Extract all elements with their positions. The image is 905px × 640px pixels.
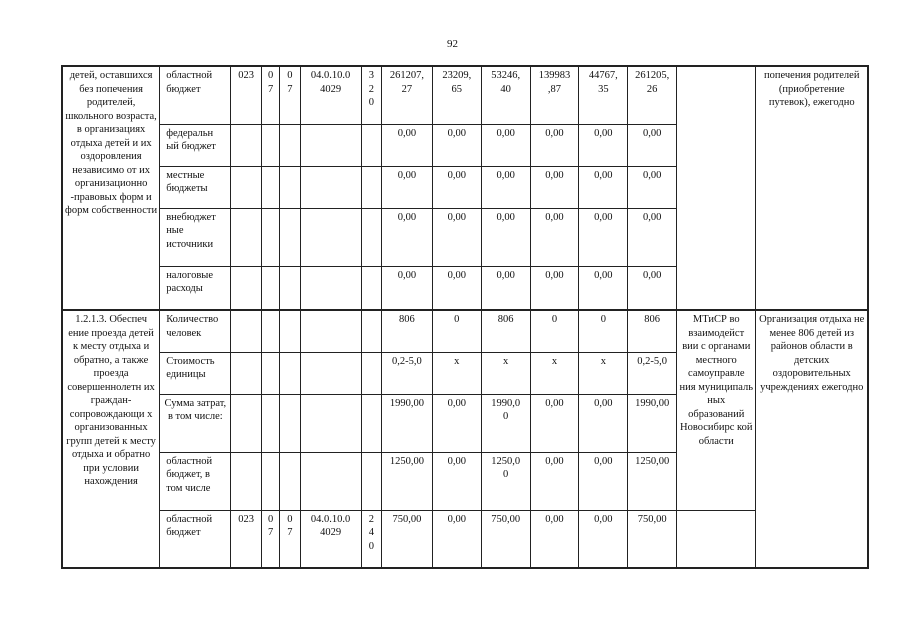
year2-cell: 0,00 [481, 166, 530, 208]
rz-cell [261, 208, 279, 266]
year5-cell: 261205, 26 [628, 66, 677, 124]
pr-cell [280, 394, 300, 452]
total-cell: 0,00 [381, 208, 432, 266]
total-cell: 1250,00 [381, 452, 432, 510]
year4-cell: 0,00 [579, 166, 628, 208]
year4-cell: 0,00 [579, 124, 628, 166]
note-cell: попечения родителей (приобретение путевок), ежегодно [756, 66, 868, 310]
funding-source: Количество человек [160, 310, 231, 352]
rz-cell [261, 266, 279, 310]
vr-cell: 2 4 0 [361, 510, 381, 568]
pr-cell: 0 7 [280, 66, 300, 124]
pr-cell [280, 310, 300, 352]
vr-cell [361, 310, 381, 352]
year4-cell: 0,00 [579, 208, 628, 266]
vr-cell [361, 452, 381, 510]
rz-cell: 0 7 [261, 510, 279, 568]
year2-cell: 0,00 [481, 124, 530, 166]
rz-cell [261, 352, 279, 394]
grbs-cell: 023 [231, 66, 262, 124]
pr-cell [280, 266, 300, 310]
year5-cell: 750,00 [628, 510, 677, 568]
rz-cell: 0 7 [261, 66, 279, 124]
year1-cell: 23209, 65 [432, 66, 481, 124]
year5-cell: 0,00 [628, 166, 677, 208]
year2-cell: 806 [481, 310, 530, 352]
page-number: 92 [447, 38, 458, 50]
executor-cell: МТиСР во взаимодейст вии с органами местного самоуправле ния муниципаль ных образований Новосибирс кой области [677, 310, 756, 510]
year1-cell: х [432, 352, 481, 394]
table-row [62, 510, 868, 568]
year2-cell: 0,00 [481, 266, 530, 310]
year3-cell: х [530, 352, 579, 394]
csr-cell [300, 124, 361, 166]
year3-cell: 139983 ,87 [530, 66, 579, 124]
year5-cell: 0,00 [628, 266, 677, 310]
rz-cell [261, 310, 279, 352]
csr-cell [300, 394, 361, 452]
grbs-cell [231, 310, 262, 352]
year4-cell: 44767, 35 [579, 66, 628, 124]
year2-cell: 53246, 40 [481, 66, 530, 124]
year1-cell: 0,00 [432, 510, 481, 568]
table-row [62, 66, 868, 124]
total-cell: 1990,00 [381, 394, 432, 452]
year4-cell: 0 [579, 310, 628, 352]
vr-cell [361, 394, 381, 452]
grbs-cell: 023 [231, 510, 262, 568]
year1-cell: 0,00 [432, 124, 481, 166]
total-cell: 0,00 [381, 166, 432, 208]
year1-cell: 0,00 [432, 166, 481, 208]
note-cell: Организация отдыха не менее 806 детей из районов области в детских оздоровительных учреждениях ежегодно [756, 310, 868, 568]
vr-cell [361, 266, 381, 310]
year1-cell: 0,00 [432, 394, 481, 452]
year5-cell: 1250,00 [628, 452, 677, 510]
csr-cell [300, 310, 361, 352]
grbs-cell [231, 124, 262, 166]
grbs-cell [231, 394, 262, 452]
year4-cell: 0,00 [579, 452, 628, 510]
year3-cell: 0,00 [530, 452, 579, 510]
csr-cell [300, 452, 361, 510]
total-cell: 806 [381, 310, 432, 352]
year3-cell: 0,00 [530, 394, 579, 452]
year4-cell: х [579, 352, 628, 394]
total-cell: 0,2-5,0 [381, 352, 432, 394]
year5-cell: 0,00 [628, 208, 677, 266]
year1-cell: 0,00 [432, 266, 481, 310]
executor-cell-empty [677, 510, 756, 568]
csr-cell [300, 208, 361, 266]
funding-source: налоговые расходы [160, 266, 231, 310]
year5-cell: 0,2-5,0 [628, 352, 677, 394]
grbs-cell [231, 452, 262, 510]
executor-cell [677, 66, 756, 310]
grbs-cell [231, 352, 262, 394]
grbs-cell [231, 166, 262, 208]
pr-cell [280, 352, 300, 394]
funding-source: областной бюджет [160, 510, 231, 568]
csr-cell: 04.0.10.0 4029 [300, 510, 361, 568]
activity-cell: детей, оставшихся без попечения родителей, школьного возраста, в организациях отдыха детей и их оздоровления независимо от их организационно -правовых форм и форм собственности [62, 66, 160, 310]
section-b [62, 310, 868, 568]
total-cell: 750,00 [381, 510, 432, 568]
csr-cell [300, 166, 361, 208]
vr-cell: 3 2 0 [361, 66, 381, 124]
vr-cell [361, 124, 381, 166]
year3-cell: 0 [530, 310, 579, 352]
table-row [62, 310, 868, 352]
funding-source: областной бюджет [160, 66, 231, 124]
year5-cell: 806 [628, 310, 677, 352]
year2-cell: 750,00 [481, 510, 530, 568]
vr-cell [361, 166, 381, 208]
funding-source: Сумма затрат, в том числе: [160, 394, 231, 452]
pr-cell [280, 166, 300, 208]
pr-cell [280, 452, 300, 510]
rz-cell [261, 394, 279, 452]
csr-cell [300, 266, 361, 310]
year4-cell: 0,00 [579, 510, 628, 568]
funding-source: внебюджет ные источники [160, 208, 231, 266]
rz-cell [261, 124, 279, 166]
vr-cell [361, 352, 381, 394]
year4-cell: 0,00 [579, 394, 628, 452]
year2-cell: 0,00 [481, 208, 530, 266]
year5-cell: 0,00 [628, 124, 677, 166]
funding-source: федеральн ый бюджет [160, 124, 231, 166]
rz-cell [261, 166, 279, 208]
funding-source: местные бюджеты [160, 166, 231, 208]
total-cell: 0,00 [381, 266, 432, 310]
year3-cell: 0,00 [530, 266, 579, 310]
program-table [61, 65, 869, 569]
total-cell: 261207, 27 [381, 66, 432, 124]
pr-cell [280, 208, 300, 266]
funding-source: областной бюджет, в том числе [160, 452, 231, 510]
funding-source: Стоимость единицы [160, 352, 231, 394]
year5-cell: 1990,00 [628, 394, 677, 452]
section-a [62, 66, 868, 310]
year4-cell: 0,00 [579, 266, 628, 310]
activity-cell: 1.2.1.3. Обеспеч ение проезда детей к месту отдыха и обратно, а также проезда совершеннолетн их граждан-сопровождающи х организованных групп детей к месту отдыха и обратно при условии нахождения [62, 310, 160, 568]
grbs-cell [231, 208, 262, 266]
total-cell: 0,00 [381, 124, 432, 166]
grbs-cell [231, 266, 262, 310]
year2-cell: х [481, 352, 530, 394]
vr-cell [361, 208, 381, 266]
year2-cell: 1990,0 0 [481, 394, 530, 452]
year3-cell: 0,00 [530, 510, 579, 568]
csr-cell [300, 352, 361, 394]
pr-cell [280, 124, 300, 166]
year3-cell: 0,00 [530, 166, 579, 208]
year1-cell: 0 [432, 310, 481, 352]
year3-cell: 0,00 [530, 208, 579, 266]
year2-cell: 1250,0 0 [481, 452, 530, 510]
rz-cell [261, 452, 279, 510]
year1-cell: 0,00 [432, 208, 481, 266]
year3-cell: 0,00 [530, 124, 579, 166]
year1-cell: 0,00 [432, 452, 481, 510]
csr-cell: 04.0.10.0 4029 [300, 66, 361, 124]
pr-cell: 0 7 [280, 510, 300, 568]
